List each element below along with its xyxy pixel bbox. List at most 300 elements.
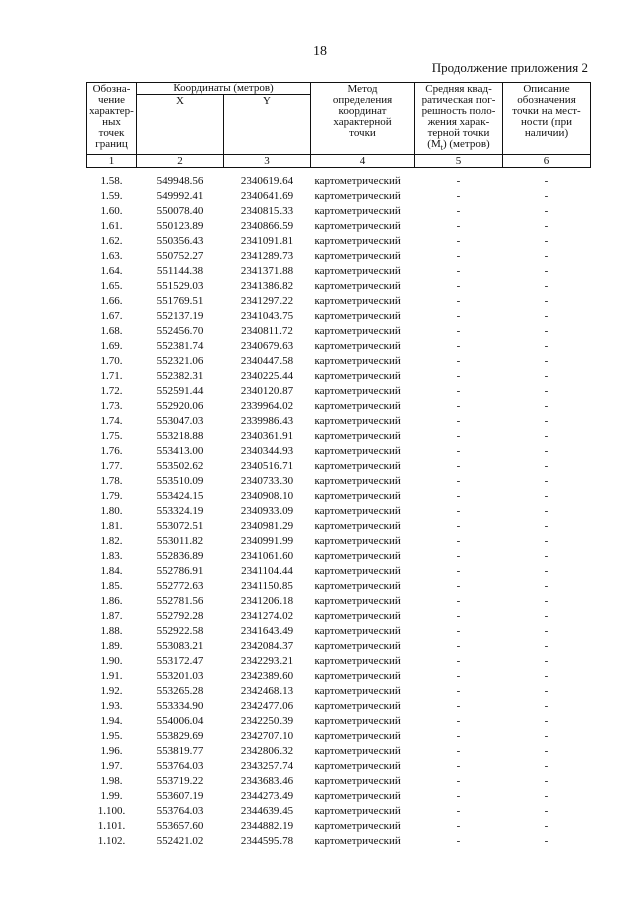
- table-row: [87, 834, 591, 849]
- mean-error-cell: -: [456, 790, 461, 803]
- point-id-cell: 1.86.: [100, 595, 123, 608]
- table-row: [87, 474, 591, 489]
- header-line: наличии): [524, 127, 569, 139]
- description-cell: -: [544, 685, 549, 698]
- table-row: [87, 534, 591, 549]
- header-line: ных: [102, 116, 121, 128]
- table-row: [87, 399, 591, 414]
- table-row: [87, 459, 591, 474]
- mean-error-cell: -: [456, 490, 461, 503]
- x-coordinate-cell: 553502.62: [156, 460, 204, 473]
- y-coordinate-cell: 2342250.39: [240, 715, 294, 728]
- description-cell: -: [544, 415, 549, 428]
- x-coordinate-cell: 552836.89: [156, 550, 204, 563]
- x-coordinate-cell: 552591.44: [156, 385, 204, 398]
- mean-error-cell: -: [456, 760, 461, 773]
- table-row: [87, 729, 591, 744]
- y-coordinate-cell: 2340866.59: [240, 220, 294, 233]
- mean-error-cell: -: [456, 325, 461, 338]
- method-cell: картометрический: [314, 265, 401, 278]
- y-coordinate-cell: 2340225.44: [240, 370, 294, 383]
- point-id-cell: 1.80.: [100, 505, 123, 518]
- method-cell: картометрический: [314, 625, 401, 638]
- point-id-cell: 1.85.: [100, 580, 123, 593]
- mean-error-cell: -: [456, 400, 461, 413]
- method-cell: картометрический: [314, 190, 401, 203]
- method-cell: картометрический: [314, 175, 401, 188]
- y-coordinate-cell: 2340361.91: [240, 430, 294, 443]
- point-id-cell: 1.72.: [100, 385, 123, 398]
- x-coordinate-cell: 553172.47: [156, 655, 204, 668]
- table-row: [87, 168, 591, 190]
- mean-error-cell: -: [456, 475, 461, 488]
- description-cell: -: [544, 625, 549, 638]
- table-row: [87, 339, 591, 354]
- table-row: [87, 639, 591, 654]
- mean-error-cell: -: [456, 370, 461, 383]
- column-number: 3: [224, 155, 311, 168]
- point-id-cell: 1.73.: [100, 400, 123, 413]
- method-cell: картометрический: [314, 715, 401, 728]
- x-coordinate-cell: 551529.03: [156, 280, 204, 293]
- x-coordinate-cell: 553201.03: [156, 670, 204, 683]
- y-coordinate-cell: 2339986.43: [240, 415, 294, 428]
- y-coordinate-cell: 2341643.49: [240, 625, 294, 638]
- description-cell: -: [544, 220, 549, 233]
- point-id-cell: 1.59.: [100, 190, 123, 203]
- description-cell: -: [544, 580, 549, 593]
- method-cell: картометрический: [314, 820, 401, 833]
- x-coordinate-cell: 549992.41: [156, 190, 204, 203]
- y-coordinate-cell: 2340981.29: [240, 520, 294, 533]
- method-cell: картометрический: [314, 790, 401, 803]
- y-coordinate-cell: 2341043.75: [240, 310, 294, 323]
- table-row: [87, 219, 591, 234]
- method-cell: картометрический: [314, 670, 401, 683]
- mean-error-cell: -: [456, 295, 461, 308]
- mean-error-cell: -: [456, 340, 461, 353]
- method-cell: картометрический: [314, 685, 401, 698]
- point-id-cell: 1.88.: [100, 625, 123, 638]
- y-coordinate-cell: 2340516.71: [240, 460, 294, 473]
- table-row: [87, 504, 591, 519]
- x-coordinate-cell: 552321.06: [156, 355, 204, 368]
- y-coordinate-cell: 2341274.02: [240, 610, 294, 623]
- method-cell: картометрический: [314, 310, 401, 323]
- point-id-cell: 1.71.: [100, 370, 123, 383]
- y-coordinate-cell: 2340344.93: [240, 445, 294, 458]
- point-id-cell: 1.77.: [100, 460, 123, 473]
- mean-error-cell: -: [456, 835, 461, 848]
- description-cell: -: [544, 310, 549, 323]
- x-coordinate-cell: 552792.28: [156, 610, 204, 623]
- header-method: [311, 83, 415, 155]
- mean-error-cell: -: [456, 775, 461, 788]
- mean-error-cell: -: [456, 580, 461, 593]
- x-coordinate-cell: 552382.31: [156, 370, 204, 383]
- description-cell: -: [544, 445, 549, 458]
- mean-error-cell: -: [456, 385, 461, 398]
- description-cell: -: [544, 730, 549, 743]
- header-line: чение: [97, 94, 126, 106]
- method-cell: картометрический: [314, 340, 401, 353]
- table-row: [87, 549, 591, 564]
- y-coordinate-cell: 2340447.58: [240, 355, 294, 368]
- x-coordinate-cell: 553265.28: [156, 685, 204, 698]
- table-body: [87, 168, 591, 850]
- mean-error-cell: -: [456, 670, 461, 683]
- table-row: [87, 594, 591, 609]
- method-cell: картометрический: [314, 595, 401, 608]
- mean-error-cell: -: [456, 550, 461, 563]
- point-id-cell: 1.70.: [100, 355, 123, 368]
- header-mean-error: [415, 83, 503, 155]
- mean-error-cell: -: [456, 520, 461, 533]
- point-id-cell: 1.78.: [100, 475, 123, 488]
- table-row: [87, 309, 591, 324]
- description-cell: -: [544, 550, 549, 563]
- mean-error-cell: -: [456, 595, 461, 608]
- description-cell: -: [544, 250, 549, 263]
- x-coordinate-cell: 553083.21: [156, 640, 204, 653]
- description-cell: -: [544, 610, 549, 623]
- x-coordinate-cell: 552456.70: [156, 325, 204, 338]
- mean-error-cell: -: [456, 820, 461, 833]
- mean-error-cell: -: [456, 265, 461, 278]
- x-coordinate-cell: 550752.27: [156, 250, 204, 263]
- page-number: 18: [313, 44, 327, 59]
- point-id-cell: 1.82.: [100, 535, 123, 548]
- point-id-cell: 1.76.: [100, 445, 123, 458]
- description-cell: -: [544, 280, 549, 293]
- x-coordinate-cell: 552922.58: [156, 625, 204, 638]
- method-cell: картометрический: [314, 220, 401, 233]
- table-row: [87, 804, 591, 819]
- point-id-cell: 1.84.: [100, 565, 123, 578]
- description-cell: -: [544, 490, 549, 503]
- description-cell: -: [544, 775, 549, 788]
- x-coordinate-cell: 553218.88: [156, 430, 204, 443]
- y-coordinate-cell: 2344639.45: [240, 805, 294, 818]
- method-cell: картометрический: [314, 535, 401, 548]
- table-row: [87, 519, 591, 534]
- y-coordinate-cell: 2340733.30: [240, 475, 294, 488]
- x-coordinate-cell: 550356.43: [156, 235, 204, 248]
- y-coordinate-cell: 2340815.33: [240, 205, 294, 218]
- point-id-cell: 1.61.: [100, 220, 123, 233]
- point-id-cell: 1.101.: [97, 820, 126, 833]
- method-cell: картометрический: [314, 640, 401, 653]
- table-header: [87, 83, 591, 168]
- header-line: Описание: [523, 83, 570, 95]
- mean-error-cell: -: [456, 355, 461, 368]
- y-coordinate-cell: 2342084.37: [240, 640, 294, 653]
- x-coordinate-cell: 553819.77: [156, 745, 204, 758]
- y-coordinate-cell: 2341150.85: [241, 580, 293, 593]
- header-line: жения харак-: [427, 116, 490, 128]
- description-cell: -: [544, 760, 549, 773]
- x-coordinate-cell: 552781.56: [156, 595, 204, 608]
- x-coordinate-cell: 553424.15: [156, 490, 204, 503]
- method-cell: картометрический: [314, 475, 401, 488]
- mean-error-cell: -: [456, 415, 461, 428]
- header-line: характерной: [333, 116, 392, 128]
- x-coordinate-cell: 552421.02: [156, 835, 204, 848]
- table-row: [87, 279, 591, 294]
- point-id-cell: 1.102.: [97, 835, 126, 848]
- table-row: [87, 234, 591, 249]
- method-cell: картометрический: [314, 250, 401, 263]
- header-line: терной точки: [427, 127, 490, 139]
- column-number: 6: [503, 155, 591, 168]
- point-id-cell: 1.81.: [100, 520, 123, 533]
- mean-error-cell: -: [456, 745, 461, 758]
- description-cell: -: [544, 295, 549, 308]
- mean-error-cell: -: [456, 430, 461, 443]
- x-coordinate-cell: 551144.38: [156, 265, 204, 278]
- column-number: 2: [137, 155, 224, 168]
- table-row: [87, 684, 591, 699]
- x-coordinate-cell: 550123.89: [156, 220, 204, 233]
- point-id-cell: 1.63.: [100, 250, 123, 263]
- header-point-designation: [87, 83, 137, 155]
- y-coordinate-cell: 2342806.32: [240, 745, 294, 758]
- y-coordinate-cell: 2341386.82: [240, 280, 294, 293]
- method-cell: картометрический: [314, 655, 401, 668]
- x-coordinate-cell: 553324.19: [156, 505, 204, 518]
- table-row: [87, 324, 591, 339]
- description-cell: -: [544, 715, 549, 728]
- mean-error-cell: -: [456, 715, 461, 728]
- header-line: определения: [332, 94, 393, 106]
- method-cell: картометрический: [314, 565, 401, 578]
- table-row: [87, 819, 591, 834]
- method-cell: картометрический: [314, 520, 401, 533]
- header-line: Метод: [347, 83, 378, 95]
- point-id-cell: 1.60.: [100, 205, 123, 218]
- y-coordinate-cell: 2341091.81: [240, 235, 294, 248]
- y-coordinate-cell: 2341206.18: [240, 595, 294, 608]
- y-coordinate-cell: 2340933.09: [240, 505, 294, 518]
- y-coordinate-cell: 2341289.73: [240, 250, 294, 263]
- x-coordinate-cell: 553829.69: [156, 730, 204, 743]
- method-cell: картометрический: [314, 280, 401, 293]
- method-cell: картометрический: [314, 550, 401, 563]
- description-cell: -: [544, 700, 549, 713]
- y-coordinate-cell: 2340679.63: [240, 340, 294, 353]
- table-row: [87, 189, 591, 204]
- table-row: [87, 369, 591, 384]
- point-id-cell: 1.69.: [100, 340, 123, 353]
- column-number: 4: [311, 155, 415, 168]
- table-row: [87, 624, 591, 639]
- table-row: [87, 354, 591, 369]
- description-cell: -: [544, 430, 549, 443]
- description-cell: -: [544, 520, 549, 533]
- mean-error-cell: -: [456, 655, 461, 668]
- x-coordinate-cell: 554006.04: [156, 715, 204, 728]
- mean-error-cell: -: [456, 310, 461, 323]
- mean-error-cell: -: [456, 460, 461, 473]
- x-coordinate-cell: 552137.19: [156, 310, 204, 323]
- y-coordinate-cell: 2340991.99: [240, 535, 294, 548]
- point-id-cell: 1.93.: [100, 700, 123, 713]
- description-cell: -: [544, 790, 549, 803]
- y-coordinate-cell: 2339964.02: [240, 400, 294, 413]
- table-row: [87, 384, 591, 399]
- description-cell: -: [544, 565, 549, 578]
- description-cell: -: [544, 385, 549, 398]
- header-line: характер-: [89, 105, 134, 117]
- x-coordinate-cell: 553719.22: [156, 775, 204, 788]
- method-cell: картометрический: [314, 505, 401, 518]
- description-cell: -: [544, 370, 549, 383]
- column-number: 5: [415, 155, 503, 168]
- header-line: обозначения: [517, 94, 576, 106]
- y-coordinate-cell: 2340619.64: [240, 175, 294, 188]
- y-coordinate-cell: 2340908.10: [240, 490, 294, 503]
- description-cell: -: [544, 205, 549, 218]
- x-coordinate-cell: 553072.51: [156, 520, 204, 533]
- column-number-row: [87, 155, 591, 168]
- table-row: [87, 789, 591, 804]
- y-coordinate-cell: 2341297.22: [240, 295, 294, 308]
- description-cell: -: [544, 535, 549, 548]
- mean-error-cell: -: [456, 250, 461, 263]
- y-coordinate-cell: 2343257.74: [240, 760, 294, 773]
- x-coordinate-cell: 553764.03: [156, 805, 204, 818]
- mean-error-cell: -: [456, 805, 461, 818]
- x-coordinate-cell: 553011.82: [156, 535, 204, 548]
- mean-error-cell: -: [456, 685, 461, 698]
- method-cell: картометрический: [314, 415, 401, 428]
- header-line: точек: [98, 127, 125, 139]
- x-coordinate-cell: 550078.40: [156, 205, 204, 218]
- header-line: точки: [349, 127, 376, 139]
- header-line: Обозна-: [92, 83, 131, 95]
- x-coordinate-cell: 549948.56: [156, 175, 204, 188]
- column-number: 1: [87, 155, 137, 168]
- method-cell: картометрический: [314, 580, 401, 593]
- table-row: [87, 204, 591, 219]
- table-row: [87, 609, 591, 624]
- table-row: [87, 774, 591, 789]
- mean-error-cell: -: [456, 235, 461, 248]
- mean-error-cell: -: [456, 610, 461, 623]
- x-coordinate-cell: 552920.06: [156, 400, 204, 413]
- method-cell: картометрический: [314, 295, 401, 308]
- method-cell: картометрический: [314, 460, 401, 473]
- description-cell: -: [544, 190, 549, 203]
- method-cell: картометрический: [314, 730, 401, 743]
- header-line: точки на мест-: [512, 105, 581, 117]
- y-coordinate-cell: 2343683.46: [240, 775, 294, 788]
- table-row: [87, 414, 591, 429]
- x-coordinate-cell: 553334.90: [156, 700, 204, 713]
- point-id-cell: 1.68.: [100, 325, 123, 338]
- description-cell: -: [544, 175, 549, 188]
- description-cell: -: [544, 745, 549, 758]
- description-cell: -: [544, 835, 549, 848]
- mean-error-cell: -: [456, 730, 461, 743]
- mean-error-cell: -: [456, 220, 461, 233]
- table-row: [87, 579, 591, 594]
- point-id-cell: 1.65.: [100, 280, 123, 293]
- method-cell: картометрический: [314, 775, 401, 788]
- mean-error-cell: -: [456, 535, 461, 548]
- header-description: [503, 83, 591, 155]
- header-line: решность поло-: [421, 105, 496, 117]
- y-coordinate-cell: 2342468.13: [240, 685, 294, 698]
- method-cell: картометрический: [314, 445, 401, 458]
- point-id-cell: 1.92.: [100, 685, 123, 698]
- table-row: [87, 264, 591, 279]
- table-row: [87, 564, 591, 579]
- method-cell: картометрический: [314, 325, 401, 338]
- point-id-cell: 1.66.: [100, 295, 123, 308]
- y-coordinate-cell: 2341371.88: [240, 265, 294, 278]
- point-id-cell: 1.62.: [100, 235, 123, 248]
- y-coordinate-cell: 2341104.44: [241, 565, 293, 578]
- y-coordinate-cell: 2344273.49: [240, 790, 294, 803]
- y-coordinate-cell: 2342707.10: [240, 730, 294, 743]
- description-cell: -: [544, 670, 549, 683]
- table-row: [87, 669, 591, 684]
- mean-error-cell: -: [456, 190, 461, 203]
- point-id-cell: 1.75.: [100, 430, 123, 443]
- description-cell: -: [544, 640, 549, 653]
- description-cell: -: [544, 820, 549, 833]
- method-cell: картометрический: [314, 430, 401, 443]
- x-coordinate-cell: 553657.60: [156, 820, 204, 833]
- y-coordinate-cell: 2340641.69: [240, 190, 294, 203]
- table-row: [87, 294, 591, 309]
- description-cell: -: [544, 355, 549, 368]
- table-row: [87, 654, 591, 669]
- y-coordinate-cell: 2340811.72: [241, 325, 293, 338]
- point-id-cell: 1.100.: [97, 805, 126, 818]
- description-cell: -: [544, 400, 549, 413]
- header-mean-error-last-line: $(M_t)$ (метров): [427, 138, 490, 153]
- point-id-cell: 1.91.: [100, 670, 123, 683]
- mean-error-cell: -: [456, 700, 461, 713]
- x-coordinate-cell: 552786.91: [156, 565, 204, 578]
- method-cell: картометрический: [314, 400, 401, 413]
- header-y: Y: [224, 95, 311, 155]
- method-cell: картометрический: [314, 235, 401, 248]
- point-id-cell: 1.87.: [100, 610, 123, 623]
- point-id-cell: 1.67.: [100, 310, 123, 323]
- method-cell: картометрический: [314, 760, 401, 773]
- mean-error-cell: -: [456, 625, 461, 638]
- method-cell: картометрический: [314, 610, 401, 623]
- point-id-cell: 1.96.: [100, 745, 123, 758]
- point-id-cell: 1.89.: [100, 640, 123, 653]
- method-cell: картометрический: [314, 490, 401, 503]
- coordinates-table: [86, 82, 591, 849]
- mean-error-cell: -: [456, 280, 461, 293]
- description-cell: -: [544, 235, 549, 248]
- x-coordinate-cell: 551769.51: [156, 295, 204, 308]
- table-row: [87, 489, 591, 504]
- description-cell: -: [544, 505, 549, 518]
- description-cell: -: [544, 265, 549, 278]
- table-row: [87, 759, 591, 774]
- header-x: X: [137, 95, 224, 155]
- x-coordinate-cell: 553510.09: [156, 475, 204, 488]
- y-coordinate-cell: 2340120.87: [240, 385, 294, 398]
- y-coordinate-cell: 2344595.78: [240, 835, 294, 848]
